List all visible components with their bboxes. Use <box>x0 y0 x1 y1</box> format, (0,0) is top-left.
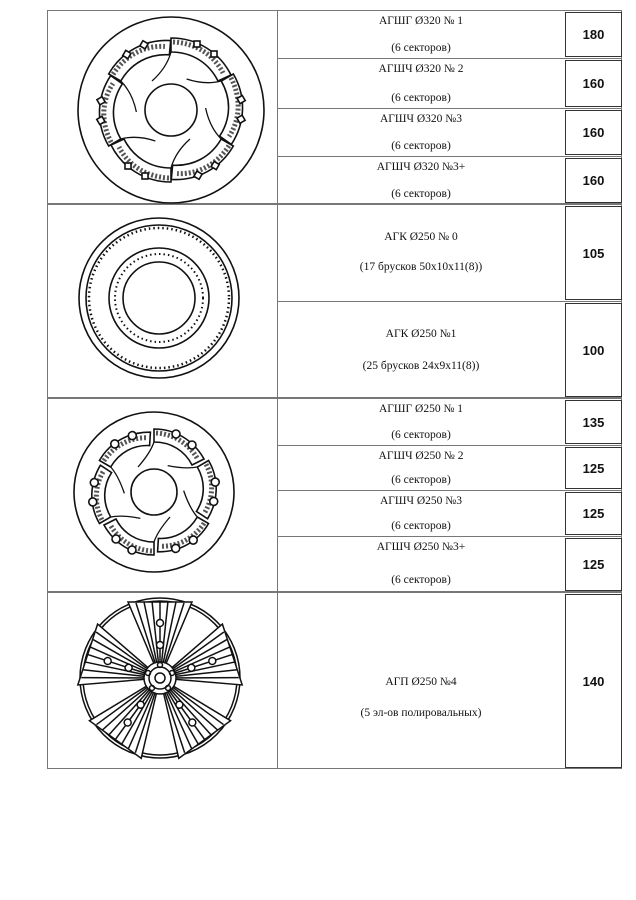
product-spec: (5 эл-ов полировальных) <box>360 707 482 719</box>
product-name: АГК Ø250 № 0 <box>384 231 458 243</box>
product-spec: (6 секторов) <box>391 520 451 532</box>
product-spec: (6 секторов) <box>391 42 451 54</box>
product-spec: (6 секторов) <box>391 140 451 152</box>
product-price: 125 <box>565 538 622 591</box>
product-group-agsh-250 <box>47 398 622 592</box>
product-row <box>278 593 622 769</box>
product-row <box>278 536 622 592</box>
product-row <box>278 11 622 58</box>
agp-250-wheel-drawing <box>48 593 278 770</box>
product-image-cell <box>48 205 278 397</box>
product-row <box>278 108 622 156</box>
product-name: АГШГ Ø250 № 1 <box>378 403 464 415</box>
product-row <box>278 58 622 108</box>
product-price: 100 <box>565 303 622 397</box>
product-description <box>278 205 564 301</box>
product-spec: (17 брусков 50х10х11(8)) <box>359 261 483 273</box>
product-description <box>278 11 564 58</box>
product-description <box>278 302 564 398</box>
product-spec: (25 брусков 24х9х11(8)) <box>362 360 480 372</box>
product-description <box>278 491 564 536</box>
product-price: 125 <box>565 447 622 489</box>
product-name: АГШЧ Ø250 № 2 <box>378 450 464 462</box>
product-spec: (6 секторов) <box>391 474 451 486</box>
product-price: 135 <box>565 400 622 444</box>
product-row <box>278 156 622 204</box>
product-spec: (6 секторов) <box>391 188 451 200</box>
product-name: АГШЧ Ø320 № 2 <box>378 63 464 75</box>
product-name: АГШЧ Ø320 №3 <box>379 113 463 125</box>
product-image-cell <box>48 593 278 768</box>
product-group-agsh-320 <box>47 10 622 204</box>
product-row <box>278 445 622 490</box>
product-description <box>278 399 564 445</box>
product-name: АГШЧ Ø320 №3+ <box>376 161 466 173</box>
product-price: 180 <box>565 12 622 57</box>
product-row <box>278 301 622 398</box>
product-name: АГШЧ Ø250 №3 <box>379 495 463 507</box>
product-description <box>278 59 564 108</box>
product-price: 160 <box>565 60 622 107</box>
product-group-agk-250 <box>47 204 622 398</box>
product-row <box>278 399 622 445</box>
product-name: АГП Ø250 №4 <box>385 676 457 688</box>
product-spec: (6 секторов) <box>391 429 451 441</box>
product-description <box>278 157 564 204</box>
product-price: 105 <box>565 206 622 300</box>
product-description <box>278 109 564 156</box>
product-spec: (6 секторов) <box>391 574 451 586</box>
product-price: 160 <box>565 110 622 155</box>
agsh-320-wheel-drawing <box>48 11 278 205</box>
product-name: АГШЧ Ø250 №3+ <box>376 541 466 553</box>
product-price: 140 <box>565 594 622 768</box>
product-image-cell <box>48 11 278 203</box>
product-row <box>278 490 622 536</box>
agk-250-wheel-drawing <box>48 205 278 399</box>
product-price: 125 <box>565 492 622 535</box>
product-image-cell <box>48 399 278 591</box>
product-row <box>278 205 622 301</box>
product-description <box>278 593 564 769</box>
product-spec: (6 секторов) <box>391 92 451 104</box>
product-description <box>278 446 564 490</box>
agsh-250-wheel-drawing <box>48 399 278 593</box>
product-name: АГК Ø250 №1 <box>385 328 457 340</box>
product-group-agp-250 <box>47 592 622 769</box>
product-description <box>278 537 564 592</box>
product-name: АГШГ Ø320 № 1 <box>378 15 464 27</box>
product-price: 160 <box>565 158 622 203</box>
